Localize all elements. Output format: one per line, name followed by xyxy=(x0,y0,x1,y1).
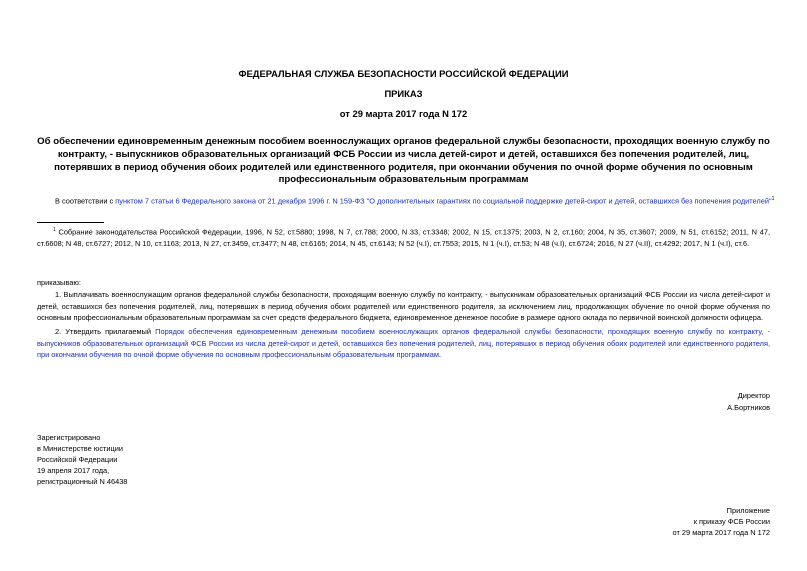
agency-heading: ФЕДЕРАЛЬНАЯ СЛУЖБА БЕЗОПАСНОСТИ РОССИЙСКОЙ ФЕДЕРАЦИИ xyxy=(238,68,569,79)
footnote-marker: 1 xyxy=(771,196,775,202)
procedure-link[interactable]: Порядок обеспечения единовременным денежным пособием военнослужащих органов федеральной службы безопасности, проходящих военную службу по контракту, - выпускников образовательных организаций ФСБ России из числа детей-сирот и детей, оставшихся без попечения родителей, лиц, потерявших в период обучения обоих родителей или единственного родителя, при окончании обучения по очной форме обучения по основным профессиональным образовательным программам xyxy=(37,327,770,359)
footnote-separator xyxy=(37,222,104,223)
footnote-number: 1 xyxy=(53,227,56,233)
registration-line-3: Российской Федерации xyxy=(37,455,118,464)
document-date-number: от 29 марта 2017 года N 172 xyxy=(339,108,468,119)
signature-name: А.Бортников xyxy=(727,402,770,412)
appendix-block xyxy=(560,505,770,538)
signature-position: Директор xyxy=(737,391,770,400)
federal-law-link[interactable]: пунктом 7 статьи 6 Федерального закона от 21 декабря 1996 г. N 159-ФЗ "О дополнительных гарантиях по социальной поддержке детей-сирот и детей, оставшихся без попечения родителей" xyxy=(115,196,772,206)
footnote-text: Собрание законодательства Российской Федерации, 1996, N 52, ст.5880; 1998, N 7, ст.788; 2000, N 33, ст.3348; 2002, N 15, ст.1375; 2003, N 2, ст.160; 2004, N 35, ст.3607; 2009, N 51, ст.6152; 2011, N 47, ст.6608; N 48, ст.6727; 2012, N 10, ст.1163; 2013, N 27, ст.3459, ст.3477; N 48, ст.6165; 2014, N 45, ст.6143; N 52 (ч.I), ст.7553; 2015, N 1 (ч.I), ст.53; N 48 (ч.I), ст.6724; 2016, N 27 (ч.II), ст.4292; 2017, N 1 (ч.I), ст.6. xyxy=(37,227,770,248)
item2-prefix: 2. Утвердить прилагаемый xyxy=(55,327,156,336)
order-item-1: 1. Выплачивать военнослужащим органов федеральной службы безопасности, проходящим военную службу по контракту, - выпускникам образовательных организаций ФСБ России из числа детей-сирот и детей, оставшихся без попечения родителей, лиц, потерявших в период обучения обоих родителей или единственного родителя, за исключением лиц, продолжающих обучение по очной форме обучения по основным профессиональным образовательным программам за счет средств федерального бюджета, единовременное денежное пособие в размере одного оклада по первичной воинской должности офицера. xyxy=(37,290,770,322)
appendix-line-3: от 29 марта 2017 года N 172 xyxy=(672,528,770,537)
preamble-prefix: В соответствии с xyxy=(55,196,116,206)
order-item-2 xyxy=(37,326,770,361)
registration-line-1: Зарегистрировано xyxy=(37,433,101,442)
registration-line-2: в Министерстве юстиции xyxy=(37,444,124,453)
footnote xyxy=(37,225,770,249)
preamble xyxy=(55,194,775,207)
order-word: приказываю: xyxy=(37,278,81,287)
registration-line-5: регистрационный N 46438 xyxy=(37,477,128,486)
document-type: ПРИКАЗ xyxy=(384,88,423,99)
registration-line-4: 19 апреля 2017 года, xyxy=(37,466,110,475)
signature-block xyxy=(560,390,770,413)
appendix-line-1: Приложение xyxy=(726,506,770,515)
appendix-line-2: к приказу ФСБ России xyxy=(693,517,770,526)
registration-block xyxy=(37,432,297,487)
item2-suffix: . xyxy=(438,350,441,359)
document-title: Об обеспечении единовременным денежным пособием военнослужащих органов федеральной службы безопасности, проходящих военную службу по контракту, - выпускников образовательных организаций ФСБ России из числа детей-сирот и детей, оставшихся без попечения родителей, лиц, потерявших в период обучения обоих родителей или единственного родителя, при окончании обучения по очной форме обучения по основным профессиональным образовательным программам xyxy=(37,136,770,186)
